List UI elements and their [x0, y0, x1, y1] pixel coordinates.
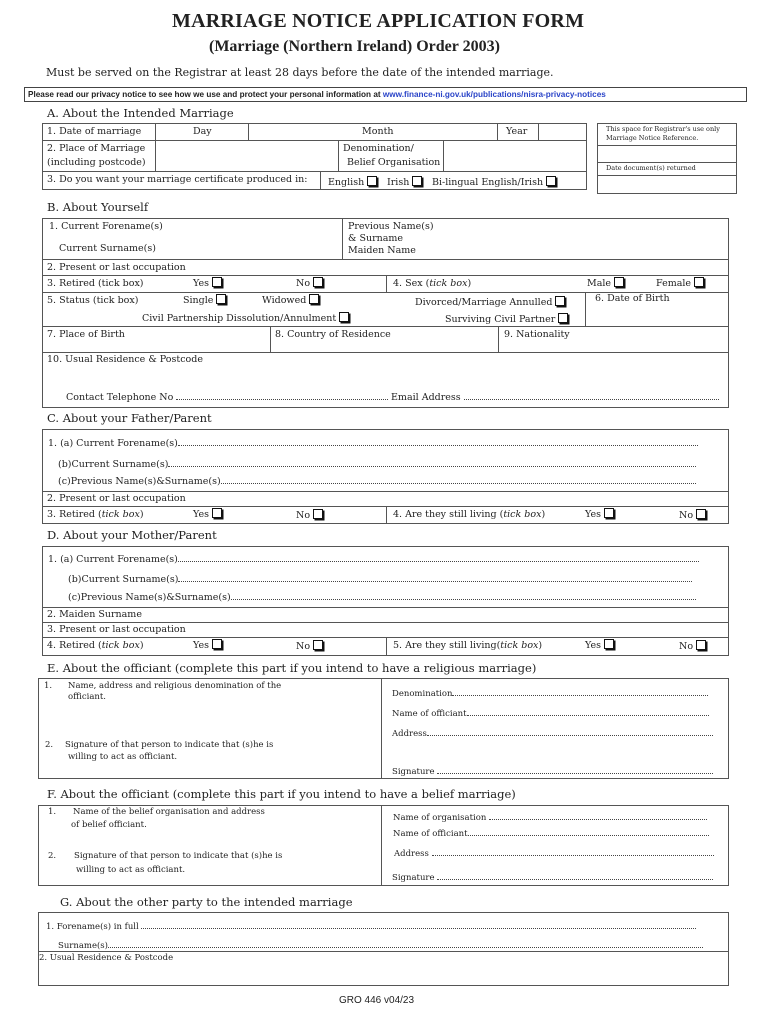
retired-no-option[interactable]: [296, 277, 323, 289]
civil-partnership-checkbox[interactable]: [339, 312, 349, 322]
religious-officiant-name-field[interactable]: [392, 707, 709, 719]
bilingual-checkbox[interactable]: [546, 176, 556, 186]
mother-surname-field[interactable]: [68, 573, 692, 585]
bilingual-label: Bi-lingual English/Irish: [432, 177, 544, 188]
religious-address-label: Address: [392, 729, 427, 739]
father-retired-no-option[interactable]: [296, 509, 323, 521]
notice-text: Must be served on the Registrar at least 28 days before the date of the intended marriage.: [46, 66, 554, 79]
email-address-field[interactable]: [391, 391, 719, 403]
father-retired-label: 3. Retired (tick box): [47, 509, 144, 520]
current-surname-label: Current Surname(s): [59, 243, 156, 254]
religious-address-field[interactable]: [392, 727, 713, 739]
place-of-birth-label: 7. Place of Birth: [47, 329, 125, 340]
religious-denomination-field[interactable]: [392, 687, 708, 699]
section-b-heading: B. About Yourself: [47, 200, 149, 214]
month-label: Month: [362, 126, 394, 137]
country-of-residence-label: 8. Country of Residence: [275, 329, 391, 340]
form-title: MARRIAGE NOTICE APPLICATION FORM: [172, 10, 585, 32]
belief-signature-field[interactable]: [392, 871, 713, 883]
usual-residence-label: 10. Usual Residence & Postcode: [47, 354, 203, 365]
registrar-use-note: This space for Registrar's use only: [606, 125, 720, 133]
previous-name-label: Previous Name(s): [348, 221, 434, 232]
divorced-label: Divorced/Marriage Annulled: [415, 297, 553, 308]
widowed-option[interactable]: [262, 294, 319, 306]
father-living-no-label: No: [679, 510, 694, 521]
current-forename-label: 1. Current Forename(s): [49, 221, 163, 232]
place-of-marriage-label: 2. Place of Marriage: [47, 143, 146, 154]
belief-item-2-number: 2.: [48, 851, 57, 861]
father-retired-yes-option[interactable]: [193, 508, 222, 520]
other-party-forename-field[interactable]: [46, 920, 696, 932]
belief-officiant-name-field[interactable]: [393, 827, 709, 839]
female-label: Female: [656, 278, 692, 289]
father-previous-names-label: (c)Previous Name(s)&Surname(s): [58, 476, 221, 487]
mother-previous-names-field[interactable]: [68, 591, 696, 603]
date-of-marriage-label: 1. Date of marriage: [47, 126, 142, 137]
father-living-yes-label: Yes: [585, 509, 601, 520]
divorced-checkbox[interactable]: [555, 296, 565, 306]
email-address-label: Email Address: [391, 392, 461, 403]
other-party-forename-label: 1. Forename(s) in full: [46, 922, 139, 932]
belief-organisation-field[interactable]: [393, 811, 707, 823]
religious-item-2-line-1: Signature of that person to indicate that (s)he is: [65, 740, 274, 750]
widowed-label: Widowed: [262, 295, 307, 306]
belief-address-label: Address: [394, 849, 429, 859]
notice-reference-note: Marriage Notice Reference.: [606, 134, 699, 142]
belief-officiant-name-label: Name of officiant: [393, 829, 468, 839]
privacy-notice: [24, 87, 747, 102]
section-f-heading: F. About the officiant (complete this part if you intend to have a belief marriage): [47, 787, 516, 801]
female-option[interactable]: [656, 277, 704, 289]
certificate-question: 3. Do you want your marriage certificate produced in:: [47, 174, 308, 185]
mother-retired-no-label: No: [296, 641, 311, 652]
sex-label: 4. Sex (tick box): [393, 278, 472, 289]
father-retired-yes-checkbox[interactable]: [212, 508, 222, 518]
mother-living-yes-checkbox[interactable]: [604, 639, 614, 649]
mother-retired-no-checkbox[interactable]: [313, 640, 323, 650]
father-forename-label: 1. (a) Current Forename(s): [48, 438, 178, 449]
father-retired-no-checkbox[interactable]: [313, 509, 323, 519]
mother-occupation-label: 3. Present or last occupation: [47, 624, 186, 635]
civil-partnership-label: Civil Partnership Dissolution/Annulment: [142, 313, 337, 324]
english-label: English: [328, 177, 365, 188]
place-postcode-label: (including postcode): [47, 157, 146, 168]
other-party-surname-label: Surname(s): [58, 941, 108, 951]
maiden-name-label: Maiden Name: [348, 245, 416, 256]
surviving-partner-checkbox[interactable]: [558, 313, 568, 323]
contact-telephone-field[interactable]: [66, 391, 388, 403]
irish-option[interactable]: [387, 176, 422, 188]
mother-retired-yes-checkbox[interactable]: [212, 639, 222, 649]
religious-item-2-number: 2.: [45, 740, 54, 750]
english-checkbox[interactable]: [367, 176, 377, 186]
privacy-text: Please read our privacy notice to see how we use and protect your personal information at: [28, 90, 383, 99]
bilingual-option[interactable]: [432, 176, 556, 188]
religious-item-2-line-2: willing to act as officiant.: [68, 752, 178, 762]
mother-retired-no-option[interactable]: [296, 640, 323, 652]
belief-address-field[interactable]: [394, 847, 714, 859]
father-retired-yes-label: Yes: [193, 509, 209, 520]
contact-telephone-label: Contact Telephone No: [66, 392, 174, 403]
irish-label: Irish: [387, 177, 410, 188]
male-label: Male: [587, 278, 612, 289]
father-occupation-label: 2. Present or last occupation: [47, 493, 186, 504]
section-g-heading: G. About the other party to the intended marriage: [60, 895, 353, 909]
mother-retired-yes-option[interactable]: [193, 639, 222, 651]
single-checkbox[interactable]: [216, 294, 226, 304]
surviving-partner-option[interactable]: [445, 313, 568, 325]
denomination-label: Denomination/: [343, 143, 414, 154]
belief-organisation-label: Name of organisation: [393, 813, 487, 823]
section-c-heading: C. About your Father/Parent: [47, 411, 212, 425]
father-surname-field[interactable]: [58, 458, 696, 470]
male-checkbox[interactable]: [614, 277, 624, 287]
religious-item-1-line-2: officiant.: [68, 692, 107, 702]
privacy-link[interactable]: www.finance-ni.gov.uk/publications/nisra-privacy-notices: [382, 90, 606, 99]
divorced-option[interactable]: [415, 296, 565, 308]
civil-partnership-option[interactable]: [142, 312, 349, 324]
mother-living-no-checkbox[interactable]: [696, 640, 706, 650]
belief-organisation-label: Belief Organisation: [347, 157, 441, 168]
retired-yes-checkbox[interactable]: [212, 277, 222, 287]
father-living-no-option[interactable]: [679, 509, 706, 521]
day-input[interactable]: [250, 124, 336, 138]
previous-surname-label: & Surname: [348, 233, 404, 244]
belief-signature-label: Signature: [392, 873, 435, 883]
religious-item-1-line-1: Name, address and religious denomination of the: [68, 681, 282, 691]
religious-officiant-name-label: Name of officiant: [392, 709, 467, 719]
father-living-yes-checkbox[interactable]: [604, 508, 614, 518]
retired-no-label: No: [296, 278, 311, 289]
nationality-label: 9. Nationality: [504, 329, 570, 340]
date-returned-note: Date document(s) returned: [606, 164, 696, 172]
father-previous-names-field[interactable]: [58, 475, 696, 487]
father-surname-label: (b)Current Surname(s): [58, 459, 169, 470]
day-label: Day: [193, 126, 212, 137]
occupation-label: 2. Present or last occupation: [47, 262, 186, 273]
father-living-yes-option[interactable]: [585, 508, 614, 520]
mother-living-yes-option[interactable]: [585, 639, 614, 651]
father-living-no-checkbox[interactable]: [696, 509, 706, 519]
father-retired-no-label: No: [296, 510, 311, 521]
section-a-heading: A. About the Intended Marriage: [47, 106, 234, 120]
retired-yes-label: Yes: [193, 278, 209, 289]
mother-forename-label: 1. (a) Current Forename(s): [48, 554, 178, 565]
retired-yes-option[interactable]: [193, 277, 222, 289]
male-option[interactable]: [587, 277, 624, 289]
form-code: GRO 446 v04/23: [339, 995, 415, 1006]
english-option[interactable]: [328, 176, 377, 188]
surviving-partner-label: Surviving Civil Partner: [445, 314, 556, 325]
retired-label: 3. Retired (tick box): [47, 278, 144, 289]
mother-retired-yes-label: Yes: [193, 640, 209, 651]
section-d-heading: D. About your Mother/Parent: [47, 528, 217, 542]
other-party-residence-label: 2. Usual Residence & Postcode: [39, 953, 174, 963]
religious-item-1-number: 1.: [44, 681, 53, 691]
father-forename-field[interactable]: [48, 437, 698, 449]
widowed-checkbox[interactable]: [309, 294, 319, 304]
mother-retired-label: 4. Retired (tick box): [47, 640, 144, 651]
father-living-label: 4. Are they still living (tick box): [393, 509, 546, 520]
date-of-birth-label: 6. Date of Birth: [595, 293, 670, 304]
irish-checkbox[interactable]: [412, 176, 422, 186]
place-of-marriage-input[interactable]: [157, 141, 337, 170]
mother-previous-names-label: (c)Previous Name(s)&Surname(s): [68, 592, 231, 603]
belief-item-2-line-1: Signature of that person to indicate that (s)he is: [74, 851, 283, 861]
mother-forename-field[interactable]: [48, 553, 699, 565]
retired-no-checkbox[interactable]: [313, 277, 323, 287]
mother-living-yes-label: Yes: [585, 640, 601, 651]
maiden-surname-label: 2. Maiden Surname: [47, 609, 142, 620]
religious-denomination-label: Denomination: [392, 689, 453, 699]
single-label: Single: [183, 295, 214, 306]
belief-item-1-line-2: of belief officiant.: [71, 820, 147, 830]
year-label: Year: [506, 126, 528, 137]
mother-living-no-label: No: [679, 641, 694, 652]
religious-signature-label: Signature: [392, 767, 435, 777]
mother-surname-label: (b)Current Surname(s): [68, 574, 179, 585]
form-subtitle: (Marriage (Northern Ireland) Order 2003): [209, 38, 500, 55]
religious-signature-field[interactable]: [392, 765, 713, 777]
belief-item-2-line-2: willing to act as officiant.: [76, 865, 186, 875]
single-option[interactable]: [183, 294, 226, 306]
belief-item-1-line-1: Name of the belief organisation and address: [73, 807, 265, 817]
status-label: 5. Status (tick box): [47, 295, 139, 306]
section-e-heading: E. About the officiant (complete this part if you intend to have a religious marriage): [47, 661, 537, 675]
other-party-surname-field[interactable]: [58, 939, 703, 951]
mother-living-label: 5. Are they still living(tick box): [393, 640, 543, 651]
mother-living-no-option[interactable]: [679, 640, 706, 652]
female-checkbox[interactable]: [694, 277, 704, 287]
belief-item-1-number: 1.: [48, 807, 57, 817]
